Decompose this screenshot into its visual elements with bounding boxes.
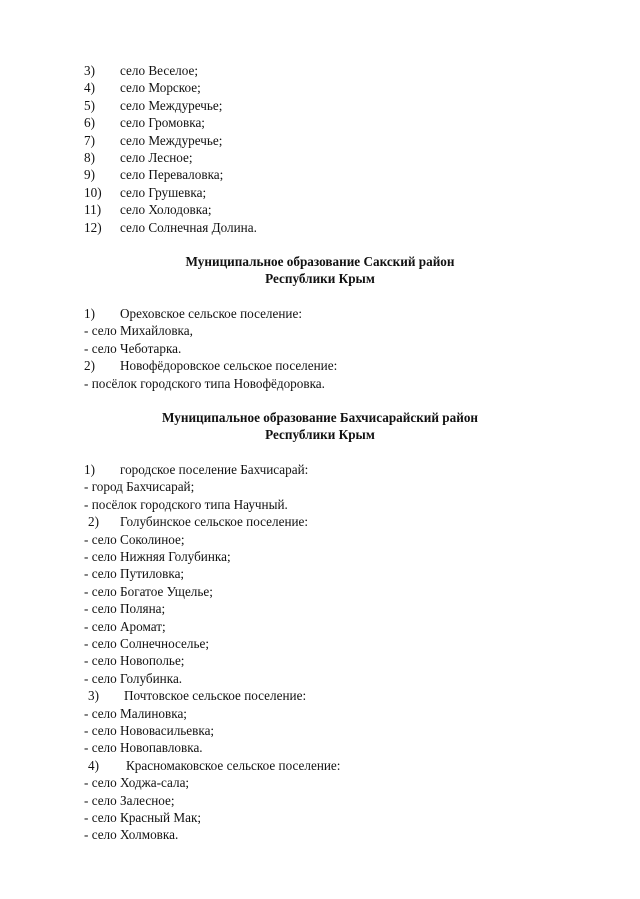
list-item: 1) городское поселение Бахчисарай: <box>84 462 309 477</box>
list-item: 1) Ореховское сельское поселение: <box>84 306 302 321</box>
list-item: 8) село Лесное; <box>84 150 193 165</box>
list-item: - село Красный Мак; <box>84 810 202 825</box>
section-heading-bakhchisaray: Муниципальное образование Бахчисарайский район <box>161 410 479 425</box>
list-item: - село Новополье; <box>84 653 185 669</box>
list-item: - село Аромат; <box>84 618 166 634</box>
section-subheading-saki: Республики Крым <box>265 271 375 287</box>
list-item: - село Нижняя Голубинка; <box>84 549 231 564</box>
list-item: 4) Красномаковское сельское поселение: <box>88 757 341 773</box>
list-item: 6) село Громовка; <box>84 115 205 131</box>
list-item: 2) Голубинское сельское поселение: <box>88 514 309 530</box>
list-item: - село Соколиное; <box>84 531 185 547</box>
list-item: 11) село Холодовка; <box>84 202 212 218</box>
list-item: 3) Почтовское сельское поселение: <box>88 688 307 704</box>
list-item: 2) Новофёдоровское сельское поселение: <box>84 358 338 374</box>
list-item: - село Новопавловка. <box>84 740 203 756</box>
list-item: - село Чеботарка. <box>84 340 182 356</box>
list-item: - село Михайловка, <box>84 323 193 339</box>
list-item: - село Голубинка. <box>84 670 183 686</box>
list-item: 3) село Веселое; <box>84 63 199 78</box>
list-item: - село Богатое Ущелье; <box>84 583 213 599</box>
list-item: - село Путиловка; <box>84 566 185 582</box>
list-item: - село Залесное; <box>84 792 175 808</box>
list-item: 10) село Грушевка; <box>84 184 207 200</box>
list-item: 9) село Переваловка; <box>84 167 224 183</box>
list-item: 12) село Солнечная Долина. <box>84 219 257 235</box>
list-item: - село Холмовка. <box>84 827 179 843</box>
list-item: - село Малиновка; <box>84 705 187 721</box>
list-item: - посёлок городского типа Новофёдоровка. <box>84 375 325 391</box>
list-item: - село Ходжа-сала; <box>84 775 190 791</box>
section-heading-saki: Муниципальное образование Сакский район <box>185 254 455 269</box>
list-item: 4) село Морское; <box>84 80 201 96</box>
list-item: - село Поляна; <box>84 601 166 617</box>
list-item: - посёлок городского типа Научный. <box>84 496 288 512</box>
list-item: - село Солнечноселье; <box>84 636 209 651</box>
list-item: 5) село Междуречье; <box>84 97 223 113</box>
list-item: 7) село Междуречье; <box>84 132 223 148</box>
list-item: - город Бахчисарай; <box>84 479 195 495</box>
list-item: - село Нововасильевка; <box>84 723 215 738</box>
section-subheading-bakhchisaray: Республики Крым <box>265 427 375 443</box>
